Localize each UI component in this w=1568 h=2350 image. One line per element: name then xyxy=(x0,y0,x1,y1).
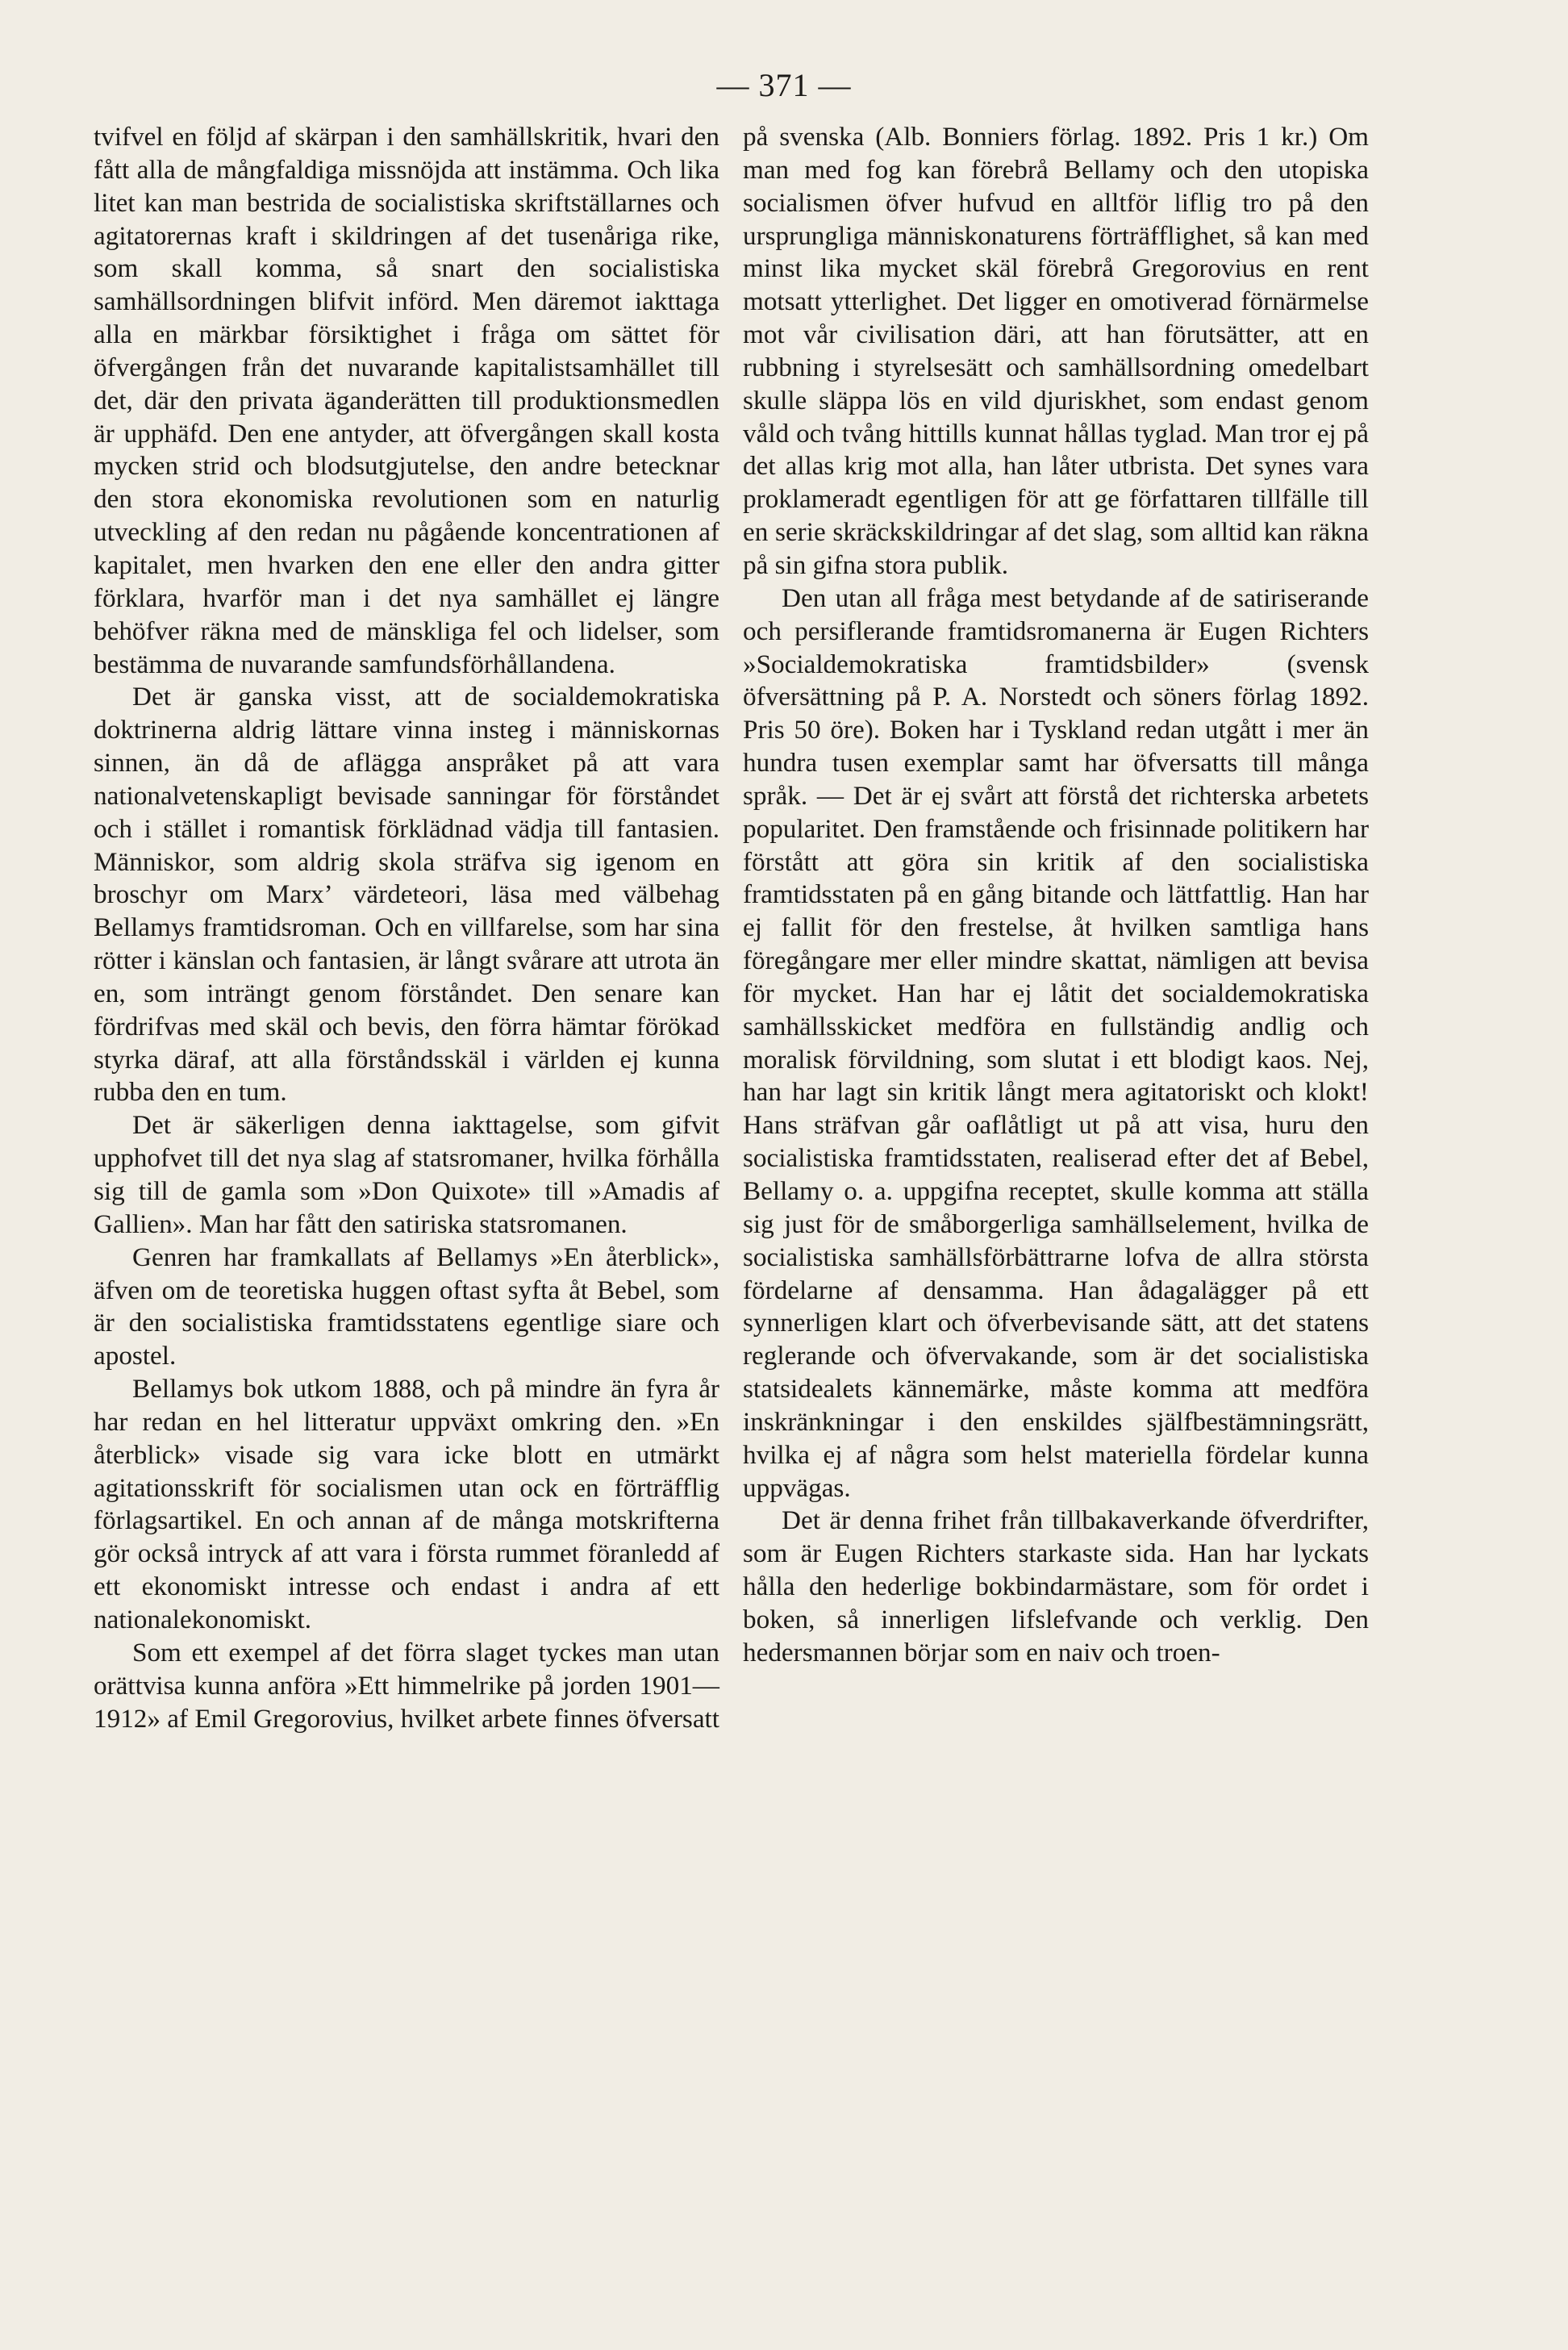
paragraph: Som ett exempel af det förra slaget tyckes man utan orättvisa kunna anföra »Ett himmelrike på jorden 1901—1912» af Emil Gregorovius, hvilket arbete finnes öfversatt xyxy=(94,1637,720,1734)
paragraph: Det är denna frihet från tillbakaverkande öfverdrifter, som är Eugen Richters starkaste sida. Han har lyckats hålla den hederlige bokbindarmästare, som för ordet i boken, så innerligen lifslefvande och verklig. Den hedersmannen börjar som en naiv och troen- xyxy=(743,1505,1369,1668)
page-number: — 371 — xyxy=(716,67,852,103)
paragraph: Bellamys bok utkom 1888, och på mindre än fyra år har redan en hel litteratur uppväxt omkring den. »En återblick» visade sig vara icke blott en utmärkt agitationsskrift för socialismen utan ock en förträfflig förlagsartikel. En och annan af de många motskrifterna gör också intryck af att vara i första rummet föranledd af ett ekonomiskt intresse och endast i andra af ett nationalekonomiskt. xyxy=(94,1374,719,1634)
paragraph: Det är ganska visst, att de socialdemokratiska doktrinerna aldrig lättare vinna insteg i människornas sinnen, än då de aflägga anspråket på att vara nationalvetenskapligt bevisade sanningar för förståndet och i stället i romantisk förklädnad vädja till fantasien. Människor, som aldrig skola sträfva sig igenom en broschyr om Marx’ värdeteori, läsa med välbehag Bellamys framtidsroman. Och en villfarelse, som har sina rötter i känslan och fantasien, är långt svårare att utrota än en, som inträngt genom förståndet. Den senare kan fördrifvas med skäl och bevis, den förra hämtar förökad styrka däraf, att alla förståndsskäl i världen ej kunna rubba den en tum. xyxy=(94,682,719,1108)
left-column xyxy=(94,121,719,1735)
paragraph: på svenska (Alb. Bonniers förlag. 1892. Pris 1 kr.) Om man med fog kan förebrå Bellamy och den utopiska socialismen öfver hufvud en alltför liflig tro på den ursprungliga människonaturens förträfflighet, så kan med minst lika mycket skäl förebrå Gregorovius en rent motsatt ytterlighet. Det ligger en omotiverad förnärmelse mot vår civilisation däri, att han förutsätter, att en rubbning i styrelsesätt och samhällsordning omedelbart skulle släppa lös en vild djuriskhet, som endast genom våld och tvång hittills kunnat hållas tyglad. Man tror ej på det allas krig mot alla, han låter utbrista. Det synes vara proklameradt egentligen för att ge författaren tillfälle till en serie skräckskildringar af det slag, som alltid kan räkna på sin gifna stora publik. xyxy=(743,122,1369,580)
paragraph: tvifvel en följd af skärpan i den samhällskritik, hvari den fått alla de mångfaldiga missnöjda att instämma. Och lika litet kan man bestrida de socialistiska skriftställarnes och agitatorernas kraft i skildringen af det tusenåriga rike, som skall komma, så snart den socialistiska samhällsordningen blifvit införd. Men däremot iakttaga alla en märkbar försiktighet i fråga om sättet för öfvergången från det nuvarande kapitalistsamhället till det, där den privata äganderätten till produktionsmedlen är upphäfd. Den ene antyder, att öfvergången skall kosta mycken strid och blodsutgjutelse, den andre betecknar den stora ekonomiska revolutionen som en naturlig utveckling af den redan nu pågående koncentrationen af kapitalet, men hvarken den ene eller den andra gitter förklara, hvarför man i det nya samhället ej längre behöfver räkna med de mänskliga fel och lidelser, som bestämma de nuvarande samfundsförhållandena. xyxy=(94,122,719,679)
paragraph: Det är säkerligen denna iakttagelse, som gifvit upphofvet till det nya slag af statsromaner, hvilka förhålla sig till de gamla som »Don Quixote» till »Amadis af Gallien». Man har fått den satiriska statsromanen. xyxy=(94,1110,719,1239)
right-column xyxy=(743,121,1369,1670)
paragraph: Den utan all fråga mest betydande af de satiriserande och persiflerande framtidsromanerna är Eugen Richters »Socialdemokratiska framtidsbilder» (svensk öfversättning på P. A. Norstedt och söners förlag 1892. Pris 50 öre). Boken har i Tyskland redan utgått i mer än hundra tusen exemplar samt har öfversatts till många språk. — Det är ej svårt att förstå det richterska arbetets popularitet. Den framstående och frisinnade politikern har förstått att göra sin kritik af den socialistiska framtidsstaten på en gång bitande och lättfattlig. Han har ej fallit för den frestelse, åt hvilken samtliga hans föregångare mer eller mindre skattat, nämligen att bevisa för mycket. Han har ej låtit det socialdemokratiska samhällsskicket medföra en fullständig andlig och moralisk förvildning, som slutat i ett blodigt kaos. Nej, han har lagt sin kritik långt mera agitatoriskt och klokt! Hans sträfvan går oaflåtligt ut på att visa, huru den socialistiska framtidsstaten, realiserad efter det af Bebel, Bellamy o. a. uppgifna receptet, skulle komma att ställa sig just för de småborgerliga samhällselement, hvilka de socialistiska samhällsförbättrarne lofva de allra största fördelarne af densamma. Han ådagalägger på ett synnerligen klart och öfverbevisande sätt, att det statens reglerande och öfvervakande, som är det socialistiska statsidealets kännemärke, måste komma att medföra inskränkningar i den enskildes själfbestämningsrätt, hvilka ej af några som helst materiella fördelar kunna uppvägas. xyxy=(743,582,1369,1503)
paragraph: Genren har framkallats af Bellamys »En återblick», äfven om de teoretiska huggen oftast syfta åt Bebel, som är den socialistiska framtidsstatens egentlige siare och apostel. xyxy=(94,1242,719,1371)
